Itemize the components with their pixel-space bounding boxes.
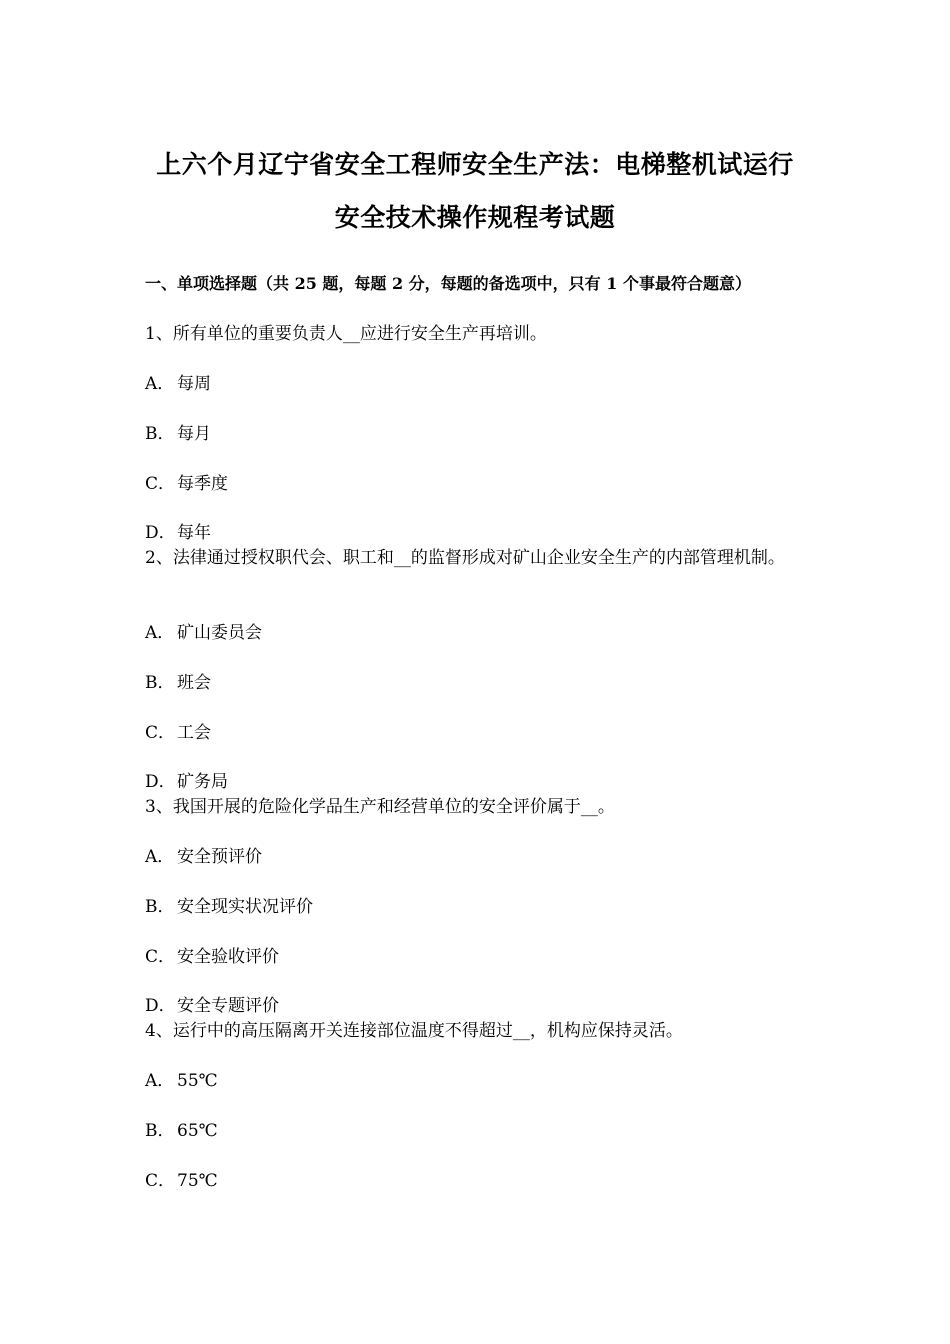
question-4-option-a: [145, 1069, 815, 1094]
document-title-line-1: 上六个月辽宁省安全工程师安全生产法：电梯整机试运行: [156, 150, 794, 179]
option-text: 安全预评价: [177, 847, 262, 867]
option-text: 75℃: [177, 1171, 218, 1191]
question-2-option-d: [145, 770, 815, 795]
option-letter: B．: [145, 424, 175, 444]
option-text: 安全验收评价: [177, 947, 279, 967]
question-2-option-b: [145, 671, 815, 696]
question-4-option-c: [145, 1169, 815, 1194]
question-3-text: 3、我国开展的危险化学品生产和经营单位的安全评价属于__。: [145, 797, 615, 817]
option-text: 安全专题评价: [177, 996, 279, 1016]
option-text: 65℃: [177, 1121, 218, 1141]
option-text: 工会: [177, 723, 211, 743]
option-letter: C．: [145, 1171, 176, 1191]
option-letter: B．: [145, 673, 175, 693]
question-1-option-d: [145, 521, 815, 546]
question-2-option-c: [145, 721, 815, 746]
option-text: 每周: [177, 374, 211, 394]
option-letter: C．: [145, 947, 176, 967]
question-2-text: 2、法律通过授权职代会、职工和__的监督形成对矿山企业安全生产的内部管理机制。: [145, 548, 785, 568]
question-3-option-a: [145, 845, 815, 870]
option-text: 安全现实状况评价: [177, 897, 313, 917]
option-letter: A．: [145, 623, 175, 643]
option-text: 班会: [177, 673, 211, 693]
option-letter: D．: [145, 996, 176, 1016]
question-3-option-d: [145, 994, 815, 1019]
option-letter: D．: [145, 523, 176, 543]
document-title-line-2: 安全技术操作规程考试题: [334, 203, 616, 232]
question-2-option-a: [145, 621, 815, 646]
question-4-text: 4、运行中的高压隔离开关连接部位温度不得超过__，机构应保持灵活。: [145, 1021, 683, 1041]
option-text: 矿务局: [177, 772, 228, 792]
option-letter: C．: [145, 723, 176, 743]
question-1-text: 1、所有单位的重要负责人__应进行安全生产再培训。: [145, 324, 547, 344]
question-4-option-b: [145, 1119, 815, 1144]
option-text: 每月: [177, 424, 211, 444]
section-heading: 一、单项选择题（共 25 题，每题 2 分，每题的备选项中，只有 1 个事最符合题意）: [145, 274, 751, 293]
question-1-option-a: [145, 372, 815, 397]
option-letter: A．: [145, 847, 175, 867]
question-1-option-b: [145, 422, 815, 447]
question-3-option-c: [145, 945, 815, 970]
option-letter: B．: [145, 897, 175, 917]
option-text: 每年: [177, 523, 211, 543]
option-letter: C．: [145, 474, 176, 494]
question-3-option-b: [145, 895, 815, 920]
option-text: 55℃: [177, 1071, 218, 1091]
option-letter: D．: [145, 772, 176, 792]
option-text: 每季度: [177, 474, 228, 494]
option-letter: A．: [145, 1071, 175, 1091]
option-letter: B．: [145, 1121, 175, 1141]
question-1-option-c: [145, 472, 815, 497]
option-text: 矿山委员会: [177, 623, 262, 643]
option-letter: A．: [145, 374, 175, 394]
